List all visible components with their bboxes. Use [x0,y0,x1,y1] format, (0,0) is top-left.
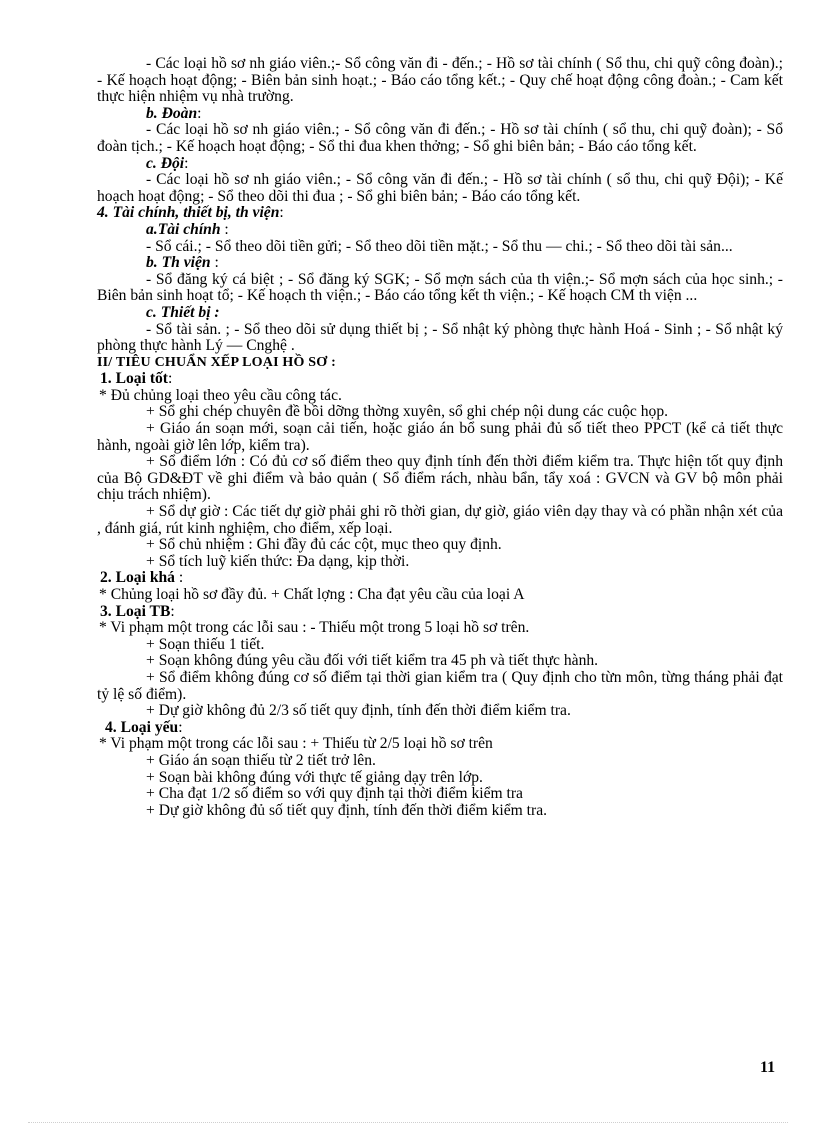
paragraph-tai-chinh: - Sổ cái.; - Sổ theo dõi tiền gửi; - Sổ theo dõi tiền mặt.; - Sổ thu — chi.; - Sổ theo dõi tài sản... [146,237,733,255]
heading-doan: b. Đoàn: [146,104,202,122]
item-loai-yeu-d: + Cha đạt 1/2 số điểm so với quy định tại thời điểm kiểm tra [146,785,523,803]
item-loai-tot-d: + Sổ điểm lớn : Có đủ cơ số điểm theo quy định tính đến thời điểm kiểm tra. Thực hiện tốt quy định của Bộ GD&ĐT về ghi điểm và bảo quản ( Sổ điểm rách, nhàu bẩn, tẩy xoá : GVCN và GV bộ môn phải chịu trách nhiệm). [97,453,783,504]
item-loai-kha-a: * Chủng loại hồ sơ đầy đủ. + Chất lợng : Cha đạt yêu cầu của loại A [99,586,525,603]
paragraph-doi: - Các loại hồ sơ nh giáo viên.; - Sổ công văn đi đến.; - Hồ sơ tài chính ( sổ thu, chi quỹ Đội); - Kế hoạch hoạt động; - Sổ theo dõi thi đua ; - Sổ ghi biên bản; - Báo cáo tổng kết. [97,171,783,205]
item-loai-tot-g: + Sổ tích luỹ kiến thức: Đa dạng, kịp thời. [146,552,410,570]
paragraph-thu-vien: - Sổ đăng ký cá biệt ; - Sổ đăng ký SGK; - Sổ mợn sách của th viện.;- Sổ mợn sách của học sinh.; - Biên bản sinh hoạt tổ; - Kế hoạch th viện.; - Báo cáo tổng kết th viện.; - Kế hoạch CM th viện ... [97,270,783,305]
heading-thiet-bi: c. Thiết bị : [146,303,220,321]
heading-loai-kha-text: 2. Loại khá [100,569,175,587]
heading-tai-chinh-text: a.Tài chính [146,220,221,238]
item-loai-tb-a: * Vi phạm một trong các lỗi sau : - Thiếu một trong 5 loại hồ sơ trên. [99,619,530,637]
item-loai-tb-e: + Dự giờ không đủ 2/3 số tiết quy định, tính đến thời điểm kiểm tra. [146,702,571,720]
item-loai-yeu-c: + Soạn bài không đúng với thực tế giảng dạy trên lớp. [146,768,483,786]
item-loai-yeu-a: * Vi phạm một trong các lỗi sau : + Thiếu từ 2/5 loại hồ sơ trên [99,735,493,753]
heading-doi: c. Đội: [146,154,189,172]
item-loai-tot-b: + Sổ ghi chép chuyên đề bồi dỡng thờng xuyên, sổ ghi chép nội dung các cuộc họp. [146,403,669,421]
paragraph-thiet-bi: - Sổ tài sản. ; - Sổ theo dõi sử dụng thiết bị ; - Sổ nhật ký phòng thực hành Hoá - Sinh ; - Sổ nhật ký phòng thực hành Lý — Cnghệ . [97,320,783,355]
heading-section-4-text: 4. Tài chính, thiết bị, th viện [97,204,280,222]
item-loai-tb-d: + Sổ điểm không đúng cơ số điểm tại thời gian kiểm tra ( Quy định cho từn môn, từng tháng phải đạt tỷ lệ số điểm). [97,668,783,703]
heading-loai-kha: 2. Loại khá : [100,569,184,587]
document-body [97,56,783,819]
item-loai-yeu-e: + Dự giờ không đủ số tiết quy định, tính đến thời điểm kiểm tra. [146,801,548,819]
item-loai-tb-c: + Soạn không đúng yêu cầu đối với tiết kiểm tra 45 ph và tiết thực hành. [146,652,599,670]
heading-section-4: 4. Tài chính, thiết bị, th viện: [97,204,284,222]
heading-loai-yeu: 4. Loại yếu: [105,718,183,736]
item-loai-tot-c: + Giáo án soạn mới, soạn cải tiến, hoặc giáo án bổ sung phải đủ số tiết theo PPCT (kể cả tiết thực hành, ngoài giờ lên lớp, kiểm tra). [97,420,783,454]
page-number: 11 [760,1059,776,1076]
item-loai-tb-b: + Soạn thiếu 1 tiết. [146,635,265,653]
heading-section-2: II/ TIÊU CHUẨN XẾP LOẠI HỒ SƠ : [97,354,336,370]
heading-thu-vien-text: b. Th viện [146,254,211,272]
heading-loai-tot-text: 1. Loại tốt [100,370,169,388]
item-loai-tot-e: + Sổ dự giờ : Các tiết dự giờ phải ghi rõ thời gian, dự giờ, giáo viên dạy thay và có phần nhận xét của , đánh giá, rút kinh nghiệm, cho điểm, xếp loại. [97,503,783,537]
heading-doan-text: b. Đoàn [146,104,198,122]
heading-loai-yeu-text: 4. Loại yếu [105,718,179,736]
item-loai-yeu-b: + Giáo án soạn thiếu từ 2 tiết trở lên. [146,751,376,769]
heading-doi-text: c. Đội [146,154,185,172]
item-loai-tot-f: + Sổ chủ nhiệm : Ghi đầy đủ các cột, mục theo quy định. [146,536,502,554]
paragraph-cong-doan: - Các loại hồ sơ nh giáo viên.;- Sổ công văn đi - đến.; - Hồ sơ tài chính ( Sổ thu, chi quỹ công đoàn).; - Kế hoạch hoạt động; - Biên bản sinh hoạt.; - Báo cáo tổng kết.; - Quy chế hoạt động công đoàn.; - Cam kết thực hiện nhiệm vụ nhà trường. [97,55,783,106]
heading-thu-vien: b. Th viện : [146,254,219,272]
heading-loai-tb-text: 3. Loại TB [100,602,171,620]
item-loai-tot-a: * Đủ chủng loại theo yêu cầu công tác. [99,386,342,404]
heading-loai-tot: 1. Loại tốt: [100,370,173,388]
heading-loai-tb: 3. Loại TB: [100,602,175,620]
paragraph-doan: - Các loại hồ sơ nh giáo viên.; - Sổ công văn đi đến.; - Hồ sơ tài chính ( sổ thu, chi quỹ đoàn); - Sổ đoàn tịch.; - Kế hoạch hoạt động; - Sổ thi đua khen thởng; - Sổ ghi biên bản; - Báo cáo tổng kết. [97,121,783,155]
heading-tai-chinh: a.Tài chính : [146,220,229,238]
